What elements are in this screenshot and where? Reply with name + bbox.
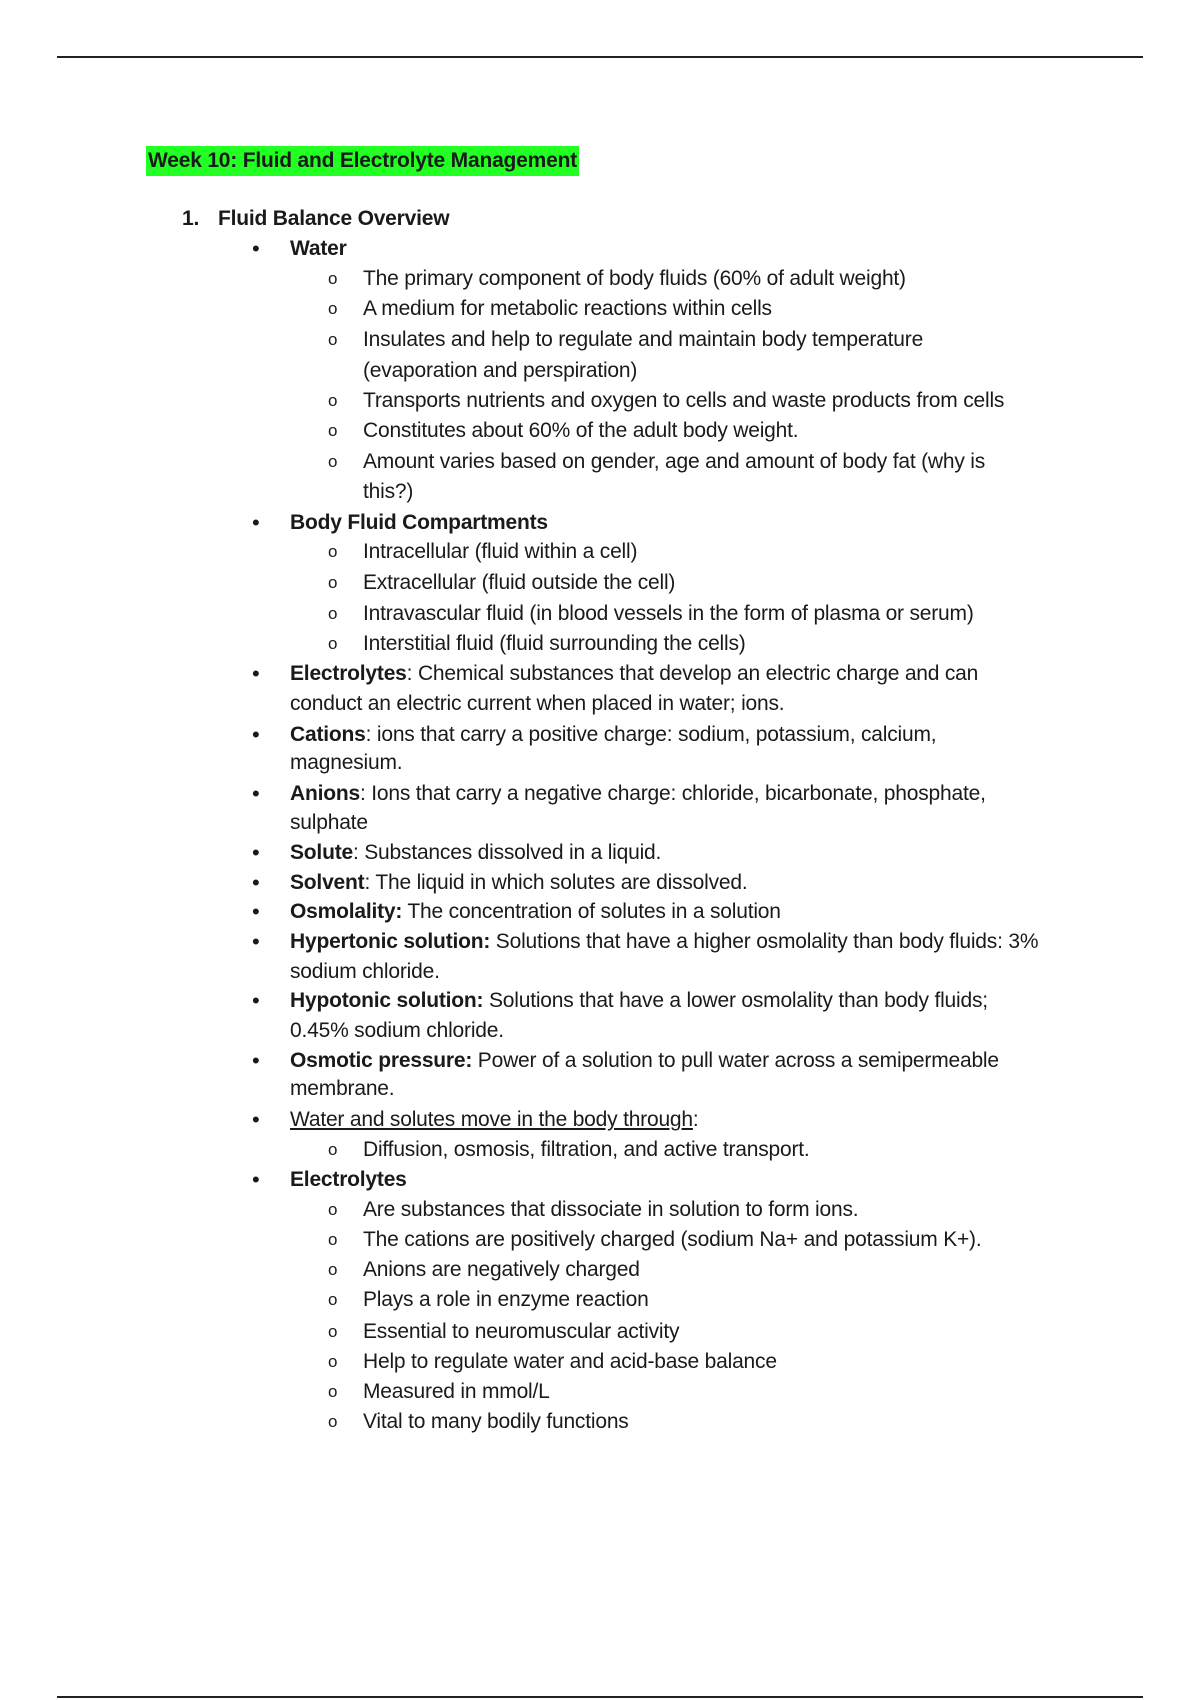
bullet-icon: • bbox=[252, 1107, 260, 1132]
list-item: Intravascular fluid (in blood vessels in the form of plasma or serum) bbox=[363, 602, 974, 625]
bullet-icon: • bbox=[252, 870, 260, 895]
definition-continuation: membrane. bbox=[290, 1077, 395, 1100]
list-item: Insulates and help to regulate and maintain body temperature bbox=[363, 328, 924, 351]
definition-continuation: magnesium. bbox=[290, 751, 403, 774]
electrolytes-heading: Electrolytes bbox=[290, 1168, 407, 1191]
list-item: Anions are negatively charged bbox=[363, 1258, 640, 1281]
circle-bullet-icon: o bbox=[328, 1382, 338, 1401]
definition-cations: Cations: ions that carry a positive charge: sodium, potassium, calcium, bbox=[290, 723, 937, 746]
circle-bullet-icon: o bbox=[328, 421, 338, 440]
definition-electrolytes: Electrolytes: Chemical substances that develop an electric charge and can bbox=[290, 662, 979, 685]
bullet-icon: • bbox=[252, 1167, 260, 1192]
circle-bullet-icon: o bbox=[328, 452, 338, 471]
list-item: Vital to many bodily functions bbox=[363, 1410, 629, 1433]
definition-solvent: Solvent: The liquid in which solutes are dissolved. bbox=[290, 871, 748, 894]
circle-bullet-icon: o bbox=[328, 604, 338, 623]
circle-bullet-icon: o bbox=[328, 1412, 338, 1431]
list-item-continuation: this?) bbox=[363, 480, 414, 503]
circle-bullet-icon: o bbox=[328, 1322, 338, 1341]
page-title: Week 10: Fluid and Electrolyte Management bbox=[146, 146, 579, 176]
definition-continuation: conduct an electric current when placed in water; ions. bbox=[290, 692, 785, 715]
circle-bullet-icon: o bbox=[328, 391, 338, 410]
list-item: Plays a role in enzyme reaction bbox=[363, 1288, 649, 1311]
definition-hypotonic: Hypotonic solution: Solutions that have a lower osmolality than body fluids; bbox=[290, 989, 988, 1012]
definition-osmotic-pressure: Osmotic pressure: Power of a solution to pull water across a semipermeable bbox=[290, 1049, 999, 1072]
list-item: Constitutes about 60% of the adult body weight. bbox=[363, 419, 799, 442]
header-rule bbox=[57, 56, 1143, 58]
circle-bullet-icon: o bbox=[328, 1290, 338, 1309]
compartments-heading: Body Fluid Compartments bbox=[290, 511, 548, 534]
list-item-continuation: (evaporation and perspiration) bbox=[363, 359, 638, 382]
circle-bullet-icon: o bbox=[328, 1230, 338, 1249]
circle-bullet-icon: o bbox=[328, 634, 338, 653]
list-item: Are substances that dissociate in solution to form ions. bbox=[363, 1198, 859, 1221]
definition-continuation: 0.45% sodium chloride. bbox=[290, 1019, 504, 1042]
bullet-icon: • bbox=[252, 781, 260, 806]
definition-solute: Solute: Substances dissolved in a liquid. bbox=[290, 841, 662, 864]
section-heading bbox=[182, 204, 450, 234]
definition-anions: Anions: Ions that carry a negative charge: chloride, bicarbonate, phosphate, bbox=[290, 782, 986, 805]
list-item: Help to regulate water and acid-base balance bbox=[363, 1350, 777, 1373]
bullet-icon: • bbox=[252, 840, 260, 865]
list-item: Interstitial fluid (fluid surrounding the cells) bbox=[363, 632, 746, 655]
circle-bullet-icon: o bbox=[328, 1200, 338, 1219]
circle-bullet-icon: o bbox=[328, 299, 338, 318]
footer-rule bbox=[57, 1696, 1143, 1698]
list-item: Essential to neuromuscular activity bbox=[363, 1320, 680, 1343]
list-item: Transports nutrients and oxygen to cells and waste products from cells bbox=[363, 389, 1005, 412]
circle-bullet-icon: o bbox=[328, 1352, 338, 1371]
list-item: Diffusion, osmosis, filtration, and active transport. bbox=[363, 1138, 810, 1161]
circle-bullet-icon: o bbox=[328, 330, 338, 349]
list-item: Extracellular (fluid outside the cell) bbox=[363, 571, 676, 594]
section-number: 1. bbox=[182, 207, 200, 230]
circle-bullet-icon: o bbox=[328, 1260, 338, 1279]
list-item: The primary component of body fluids (60% of adult weight) bbox=[363, 267, 906, 290]
list-item: Measured in mmol/L bbox=[363, 1380, 550, 1403]
bullet-icon: • bbox=[252, 899, 260, 924]
bullet-icon: • bbox=[252, 510, 260, 535]
list-item: A medium for metabolic reactions within cells bbox=[363, 297, 772, 320]
bullet-icon: • bbox=[252, 722, 260, 747]
circle-bullet-icon: o bbox=[328, 573, 338, 592]
bullet-icon: • bbox=[252, 661, 260, 686]
list-item: Amount varies based on gender, age and amount of body fat (why is bbox=[363, 450, 986, 473]
definition-continuation: sodium chloride. bbox=[290, 960, 440, 983]
list-item: Intracellular (fluid within a cell) bbox=[363, 540, 638, 563]
circle-bullet-icon: o bbox=[328, 269, 338, 288]
circle-bullet-icon: o bbox=[328, 542, 338, 561]
definition-hypertonic: Hypertonic solution: Solutions that have a higher osmolality than body fluids: 3% bbox=[290, 930, 1039, 953]
bullet-icon: • bbox=[252, 988, 260, 1013]
bullet-icon: • bbox=[252, 236, 260, 261]
definition-osmolality: Osmolality: The concentration of solutes in a solution bbox=[290, 900, 781, 923]
movement-heading: Water and solutes move in the body through: bbox=[290, 1108, 699, 1131]
water-heading: Water bbox=[290, 237, 347, 260]
section-title: Fluid Balance Overview bbox=[218, 207, 450, 230]
bullet-icon: • bbox=[252, 929, 260, 954]
circle-bullet-icon: o bbox=[328, 1140, 338, 1159]
definition-continuation: sulphate bbox=[290, 811, 368, 834]
bullet-icon: • bbox=[252, 1048, 260, 1073]
list-item: The cations are positively charged (sodium Na+ and potassium K+). bbox=[363, 1228, 982, 1251]
